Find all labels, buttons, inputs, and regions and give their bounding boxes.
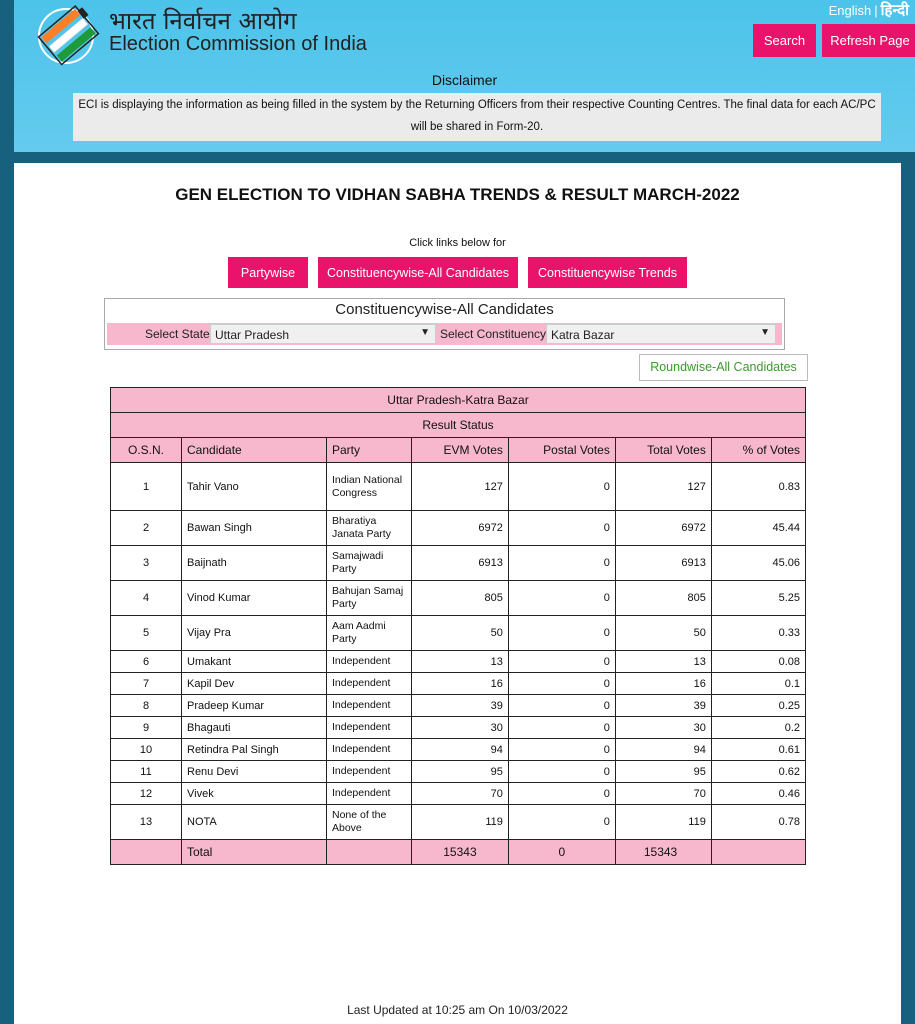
eci-english-title: Election Commission of India bbox=[109, 33, 367, 55]
total-postal: 0 bbox=[508, 840, 615, 865]
cell-osn: 4 bbox=[111, 581, 182, 616]
col-party: Party bbox=[327, 438, 412, 463]
col-percent-votes: % of Votes bbox=[711, 438, 805, 463]
cell-osn: 3 bbox=[111, 546, 182, 581]
cell-osn: 9 bbox=[111, 717, 182, 739]
cell-total-votes: 127 bbox=[615, 463, 711, 511]
cell-total-votes: 16 bbox=[615, 673, 711, 695]
cell-candidate: Bawan Singh bbox=[182, 511, 327, 546]
cell-party: Samajwadi Party bbox=[327, 546, 412, 581]
cell-total-votes: 39 bbox=[615, 695, 711, 717]
chevron-down-icon: ▼ bbox=[760, 327, 770, 338]
cell-osn: 2 bbox=[111, 511, 182, 546]
total-votes: 15343 bbox=[615, 840, 711, 865]
cell-party: Independent bbox=[327, 695, 412, 717]
result-status: Result Status bbox=[111, 413, 806, 438]
col-candidate: Candidate bbox=[182, 438, 327, 463]
cell-percent-votes: 5.25 bbox=[711, 581, 805, 616]
tab-partywise[interactable]: Partywise bbox=[228, 257, 308, 288]
cell-postal-votes: 0 bbox=[508, 616, 615, 651]
table-row bbox=[111, 616, 806, 651]
cell-total-votes: 30 bbox=[615, 717, 711, 739]
table-row bbox=[111, 805, 806, 840]
tab-constituencywise-trends[interactable]: Constituencywise Trends bbox=[528, 257, 687, 288]
cell-candidate: Vijay Pra bbox=[182, 616, 327, 651]
lang-english-link[interactable]: English bbox=[828, 3, 872, 18]
cell-postal-votes: 0 bbox=[508, 546, 615, 581]
cell-candidate: Vivek bbox=[182, 783, 327, 805]
constituency-select[interactable] bbox=[546, 324, 776, 344]
cell-candidate: Pradeep Kumar bbox=[182, 695, 327, 717]
table-row bbox=[111, 739, 806, 761]
language-switch bbox=[829, 0, 909, 20]
cell-percent-votes: 0.78 bbox=[711, 805, 805, 840]
selector-title: Constituencywise-All Candidates bbox=[335, 301, 554, 318]
cell-percent-votes: 45.44 bbox=[711, 511, 805, 546]
table-row bbox=[111, 717, 806, 739]
cell-postal-votes: 0 bbox=[508, 783, 615, 805]
cell-postal-votes: 0 bbox=[508, 511, 615, 546]
cell-evm-votes: 70 bbox=[412, 783, 509, 805]
cell-osn: 12 bbox=[111, 783, 182, 805]
cell-percent-votes: 0.61 bbox=[711, 739, 805, 761]
header bbox=[14, 0, 915, 152]
cell-osn: 6 bbox=[111, 651, 182, 673]
cell-party: Independent bbox=[327, 739, 412, 761]
results-body bbox=[111, 463, 806, 840]
roundwise-all-candidates-link[interactable]: Roundwise-All Candidates bbox=[639, 354, 808, 381]
cell-percent-votes: 0.2 bbox=[711, 717, 805, 739]
table-row bbox=[111, 673, 806, 695]
cell-party: Independent bbox=[327, 717, 412, 739]
col-postal-votes: Postal Votes bbox=[508, 438, 615, 463]
col-total-votes: Total Votes bbox=[615, 438, 711, 463]
table-row bbox=[111, 783, 806, 805]
cell-percent-votes: 0.46 bbox=[711, 783, 805, 805]
refresh-page-button[interactable]: Refresh Page bbox=[822, 24, 915, 57]
cell-evm-votes: 94 bbox=[412, 739, 509, 761]
cell-percent-votes: 0.33 bbox=[711, 616, 805, 651]
main-panel bbox=[14, 163, 901, 1024]
cell-percent-votes: 45.06 bbox=[711, 546, 805, 581]
col-evm-votes: EVM Votes bbox=[412, 438, 509, 463]
cell-party: Independent bbox=[327, 783, 412, 805]
total-empty-cell bbox=[111, 840, 182, 865]
state-select[interactable] bbox=[210, 324, 436, 344]
cell-party: Independent bbox=[327, 651, 412, 673]
cell-evm-votes: 50 bbox=[412, 616, 509, 651]
search-button[interactable]: Search bbox=[753, 24, 816, 57]
tab-constituencywise-all-candidates[interactable]: Constituencywise-All Candidates bbox=[318, 257, 518, 288]
table-row bbox=[111, 695, 806, 717]
cell-evm-votes: 6972 bbox=[412, 511, 509, 546]
table-row bbox=[111, 761, 806, 783]
cell-total-votes: 119 bbox=[615, 805, 711, 840]
table-header-row bbox=[111, 438, 806, 463]
cell-candidate: Retindra Pal Singh bbox=[182, 739, 327, 761]
cell-percent-votes: 0.1 bbox=[711, 673, 805, 695]
page-title: GEN ELECTION TO VIDHAN SABHA TRENDS & RESULT MARCH-2022 bbox=[175, 185, 740, 204]
cell-evm-votes: 16 bbox=[412, 673, 509, 695]
cell-party: None of the Above bbox=[327, 805, 412, 840]
lang-hindi-link[interactable]: हिन्दी bbox=[880, 1, 909, 19]
total-empty-cell bbox=[327, 840, 412, 865]
table-row bbox=[111, 511, 806, 546]
cell-percent-votes: 0.08 bbox=[711, 651, 805, 673]
cell-candidate: NOTA bbox=[182, 805, 327, 840]
cell-party: Independent bbox=[327, 673, 412, 695]
cell-evm-votes: 39 bbox=[412, 695, 509, 717]
cell-candidate: Kapil Dev bbox=[182, 673, 327, 695]
selector-row bbox=[107, 323, 782, 345]
total-empty-cell bbox=[711, 840, 805, 865]
click-links-text: Click links below for bbox=[409, 237, 506, 249]
cell-total-votes: 6972 bbox=[615, 511, 711, 546]
cell-osn: 11 bbox=[111, 761, 182, 783]
table-row bbox=[111, 581, 806, 616]
cell-postal-votes: 0 bbox=[508, 739, 615, 761]
table-row bbox=[111, 651, 806, 673]
cell-party: Bharatiya Janata Party bbox=[327, 511, 412, 546]
cell-evm-votes: 6913 bbox=[412, 546, 509, 581]
cell-party: Bahujan Samaj Party bbox=[327, 581, 412, 616]
disclaimer-title: Disclaimer bbox=[431, 72, 498, 88]
cell-percent-votes: 0.83 bbox=[711, 463, 805, 511]
state-select-value: Uttar Pradesh bbox=[215, 328, 290, 342]
total-row bbox=[111, 840, 806, 865]
eci-hindi-title: भारत निर्वाचन आयोग bbox=[109, 7, 297, 35]
cell-evm-votes: 13 bbox=[412, 651, 509, 673]
cell-candidate: Tahir Vano bbox=[182, 463, 327, 511]
cell-total-votes: 94 bbox=[615, 739, 711, 761]
cell-postal-votes: 0 bbox=[508, 651, 615, 673]
cell-candidate: Umakant bbox=[182, 651, 327, 673]
eci-logo-icon bbox=[36, 2, 118, 66]
select-state-label: Select State bbox=[145, 327, 210, 341]
table-title: Uttar Pradesh-Katra Bazar bbox=[111, 388, 806, 413]
cell-total-votes: 50 bbox=[615, 616, 711, 651]
cell-osn: 13 bbox=[111, 805, 182, 840]
cell-evm-votes: 127 bbox=[412, 463, 509, 511]
cell-evm-votes: 119 bbox=[412, 805, 509, 840]
cell-candidate: Bhagauti bbox=[182, 717, 327, 739]
cell-evm-votes: 95 bbox=[412, 761, 509, 783]
results-table bbox=[110, 387, 806, 865]
cell-postal-votes: 0 bbox=[508, 805, 615, 840]
constituency-select-value: Katra Bazar bbox=[551, 328, 615, 342]
cell-postal-votes: 0 bbox=[508, 673, 615, 695]
table-title-row bbox=[111, 388, 806, 413]
cell-candidate: Vinod Kumar bbox=[182, 581, 327, 616]
table-row bbox=[111, 546, 806, 581]
cell-osn: 5 bbox=[111, 616, 182, 651]
constituency-selector bbox=[104, 298, 785, 350]
cell-postal-votes: 0 bbox=[508, 717, 615, 739]
cell-postal-votes: 0 bbox=[508, 463, 615, 511]
result-status-row bbox=[111, 413, 806, 438]
chevron-down-icon: ▼ bbox=[420, 327, 430, 338]
cell-osn: 10 bbox=[111, 739, 182, 761]
cell-postal-votes: 0 bbox=[508, 581, 615, 616]
cell-postal-votes: 0 bbox=[508, 761, 615, 783]
cell-party: Independent bbox=[327, 761, 412, 783]
total-label: Total bbox=[182, 840, 327, 865]
lang-separator: | bbox=[874, 3, 878, 18]
cell-postal-votes: 0 bbox=[508, 695, 615, 717]
cell-osn: 7 bbox=[111, 673, 182, 695]
cell-total-votes: 70 bbox=[615, 783, 711, 805]
cell-evm-votes: 30 bbox=[412, 717, 509, 739]
disclaimer-text: ECI is displaying the information as being filled in the system by the Returning Officers from their respective Counting Centres. The final data for each AC/PC will be shared in Form-20. bbox=[73, 93, 881, 141]
cell-evm-votes: 805 bbox=[412, 581, 509, 616]
cell-party: Aam Aadmi Party bbox=[327, 616, 412, 651]
table-row bbox=[111, 463, 806, 511]
cell-total-votes: 13 bbox=[615, 651, 711, 673]
cell-party: Indian National Congress bbox=[327, 463, 412, 511]
cell-percent-votes: 0.62 bbox=[711, 761, 805, 783]
cell-osn: 8 bbox=[111, 695, 182, 717]
last-updated: Last Updated at 10:25 am On 10/03/2022 bbox=[347, 1003, 568, 1017]
cell-candidate: Baijnath bbox=[182, 546, 327, 581]
cell-total-votes: 805 bbox=[615, 581, 711, 616]
cell-percent-votes: 0.25 bbox=[711, 695, 805, 717]
col-osn: O.S.N. bbox=[111, 438, 182, 463]
total-evm: 15343 bbox=[412, 840, 509, 865]
cell-osn: 1 bbox=[111, 463, 182, 511]
cell-total-votes: 6913 bbox=[615, 546, 711, 581]
cell-candidate: Renu Devi bbox=[182, 761, 327, 783]
cell-total-votes: 95 bbox=[615, 761, 711, 783]
select-constituency-label: Select Constituency bbox=[440, 327, 547, 341]
